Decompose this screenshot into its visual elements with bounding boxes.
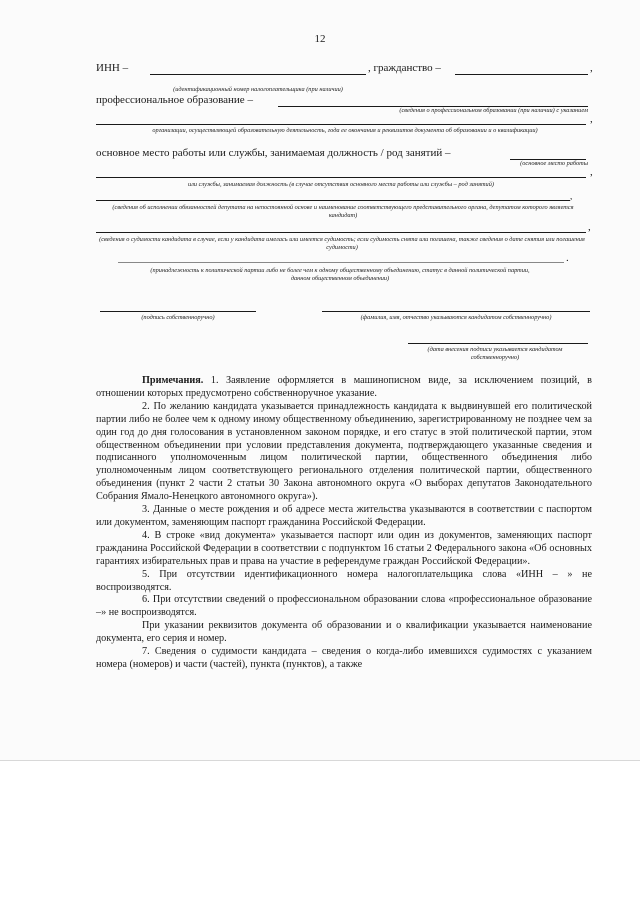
party-caption: (принадлежность к политической партии либо не более чем к одному общественному объединению, статус в данной политической партии, данном общественном объединении) <box>150 267 530 282</box>
work-field-line-2[interactable] <box>96 177 586 178</box>
deputy-comma: , <box>570 191 573 201</box>
notes-section <box>96 375 592 672</box>
note-5: 5. При отсутствии идентификационного номера налогоплательщика слова «ИНН – » не воспроизводятся. <box>96 568 592 593</box>
education-label: профессиональное образование – <box>96 94 253 106</box>
date-field-line[interactable] <box>408 343 588 344</box>
work-caption-2: или службы, занимаемая должность (в случае отсутствия основного места работы или службы – род занятий) <box>188 181 494 188</box>
inn-caption: (идентификационный номер налогоплательщика (при наличии) <box>173 86 343 93</box>
deputy-field-line[interactable] <box>96 200 570 201</box>
party-end: . <box>566 252 569 264</box>
inn-field-line[interactable] <box>150 74 366 75</box>
work-label: основное место работы или службы, занимаемая должность / род занятий – <box>96 147 451 159</box>
education-field-line-2[interactable] <box>96 124 586 125</box>
date-caption: (дата внесения подписи указывается кандидатом собственноручно) <box>427 346 563 361</box>
inn-label: ИНН – <box>96 62 129 74</box>
signature-field-line[interactable] <box>100 311 256 312</box>
conviction-comma: , <box>588 221 591 233</box>
note-7: 7. Сведения о судимости кандидата – сведения о когда-либо имевшихся судимостях с указанием номера (номеров) и части (частей), пункта (пунктов), а также <box>96 646 592 670</box>
education-caption-1: (сведения о профессиональном образовании (при наличии) с указанием <box>399 107 588 114</box>
citizenship-comma: , <box>590 62 593 74</box>
note-6: 6. При отсутствии сведений о профессиональном образовании слова «профессиональное образование –» не воспроизводятся. <box>96 594 592 619</box>
party-field-line[interactable] <box>118 262 564 263</box>
work-comma: , <box>590 166 593 178</box>
note-2: 2. По желанию кандидата указывается принадлежность кандидата к выдвинувшей его политической партии либо не более чем к одному иному общественному объединению, зарегистрированному не позднее чем за один год до дня голосования в установленном законом порядке, и его статус в этой политической партии, этом общественном объединении при условии представления документа, подтверждающего указанные сведения и подписанного уполномоченным лицом политической партии, общественного объединения либо уполномоченным лицом соответствующего регионального отделения политической партии, общественного объединения (пункт 2 части 2 статьи 30 Закона автономного округа «О выборах депутатов Законодательного Собрания Ямало-Ненецкого автономного округа»). <box>96 400 592 503</box>
deputy-caption: (сведения об исполнении обязанностей депутата на непостоянной основе и наименование соответствующего представительного органа, депутатом которого является кандидат) <box>112 204 574 219</box>
conviction-caption: (сведения о судимости кандидата в случае, если у кандидата имелась или имеется судимость; если судимость снята или погашена, также сведения о дате снятия или погашения судимости) <box>99 236 585 251</box>
education-comma: , <box>590 113 593 125</box>
citizenship-field-line[interactable] <box>455 74 588 75</box>
citizenship-label: , гражданство – <box>368 62 441 74</box>
page-number: 12 <box>314 33 326 45</box>
conviction-field-line[interactable] <box>96 232 586 233</box>
notes-title: Примечания. <box>142 375 204 386</box>
signature-caption: (подпись собственноручно) <box>141 314 215 321</box>
work-caption-1: (основное место работы <box>520 160 588 167</box>
note-6b: При указании реквизитов документа об образовании и о квалификации указывается наименование документа, его серия и номер. <box>96 620 592 645</box>
name-field-line[interactable] <box>322 311 590 312</box>
name-caption: (фамилия, имя, отчество указываются кандидатом собственноручно) <box>360 314 552 321</box>
note-1: Примечания. 1. Заявление оформляется в машинописном виде, за исключением позиций, в отношении которых предусмотрено собственноручное указание. <box>96 375 592 399</box>
education-caption-2: организации, осуществляющей образовательную деятельность, года ее окончания и реквизитов документа об образовании и о квалификации) <box>152 127 538 134</box>
note-3: 3. Данные о месте рождения и об адресе места жительства указываются в соответствии с паспортом или документом, заменяющим паспорт гражданина Российской Федерации. <box>96 504 592 528</box>
note-4: 4. В строке «вид документа» указывается паспорт или один из документов, заменяющих паспорт гражданина Российской Федерации в соответствии с подпунктом 16 статьи 2 Федерального закона «Об основных гарантиях избирательных прав и права на участие в референдуме граждан Российской Федерации». <box>96 529 592 567</box>
